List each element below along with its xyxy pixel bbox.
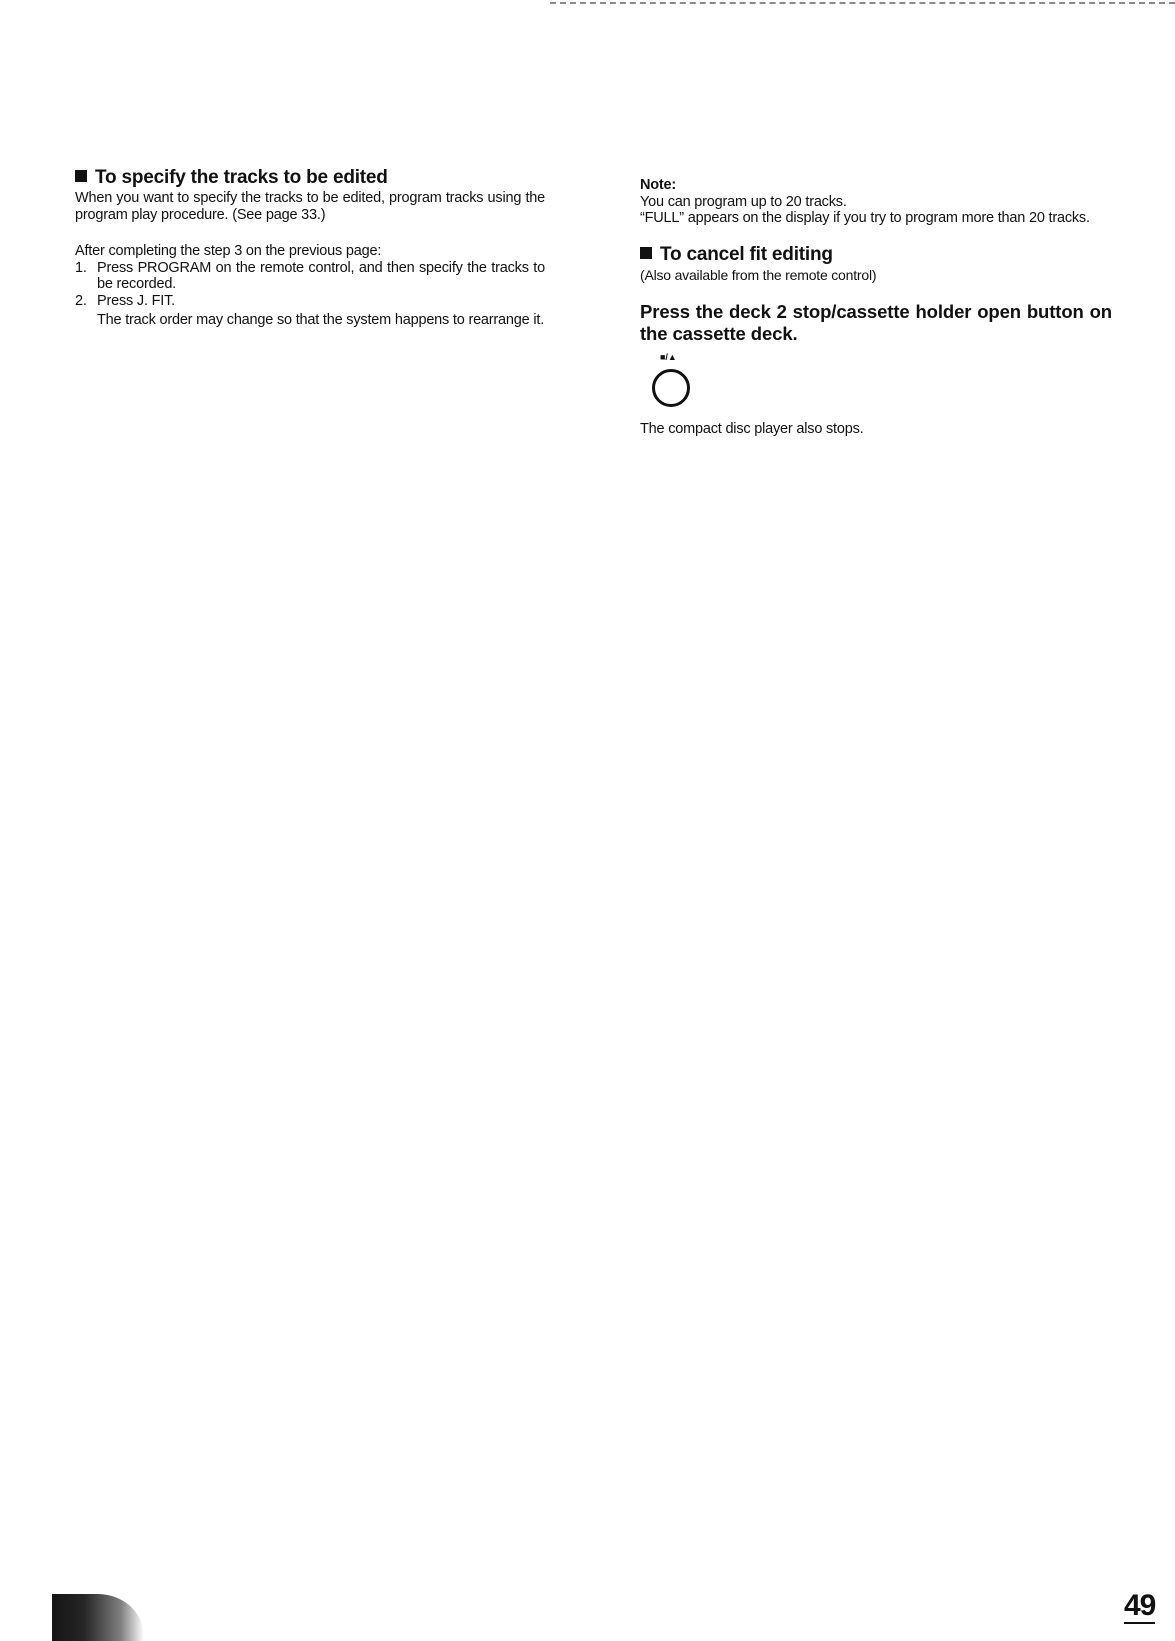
step-number: 2. — [75, 292, 87, 309]
specify-tracks-heading-text: To specify the tracks to be edited — [95, 167, 388, 188]
page-number: 49 — [1124, 1589, 1156, 1622]
scan-smudge — [52, 1594, 144, 1641]
square-bullet-icon — [75, 170, 87, 182]
step-item — [75, 260, 545, 293]
stop-instruction: Press the deck 2 stop/cassette holder open button on the cassette deck. — [640, 301, 1112, 344]
note-label: Note: — [640, 177, 677, 193]
steps-list — [75, 260, 545, 329]
step-item — [75, 293, 545, 329]
cancel-fit-editing-heading-text: To cancel fit editing — [660, 243, 833, 265]
remote-availability-note: (Also available from the remote control) — [640, 266, 877, 283]
stop-eject-symbol: ■/▲ — [660, 352, 677, 362]
step-text: Press J. FIT. — [97, 292, 175, 309]
result-text: The compact disc player also stops. — [640, 421, 864, 437]
after-step-text: After completing the step 3 on the previous page: — [75, 243, 382, 259]
top-border-rule — [550, 2, 1175, 4]
step-number: 1. — [75, 259, 87, 276]
specify-tracks-intro: When you want to specify the tracks to be edited, program tracks using the program play procedure. (See page 33.) — [75, 190, 545, 223]
note-line: You can program up to 20 tracks. — [640, 193, 847, 210]
specify-tracks-heading — [75, 166, 545, 190]
stop-eject-button-icon — [652, 369, 690, 407]
step-text: Press PROGRAM on the remote control, and then specify the tracks to be recorded. — [97, 259, 545, 292]
left-column — [75, 166, 545, 329]
square-bullet-icon — [640, 247, 652, 259]
right-column — [640, 177, 1112, 438]
step-2-note: The track order may change so that the system happens to rearrange it. — [97, 312, 545, 328]
note-line: “FULL” appears on the display if you try to program more than 20 tracks. — [640, 210, 1090, 226]
cancel-fit-editing-heading — [640, 243, 1112, 267]
stop-eject-button-figure — [640, 349, 1112, 421]
